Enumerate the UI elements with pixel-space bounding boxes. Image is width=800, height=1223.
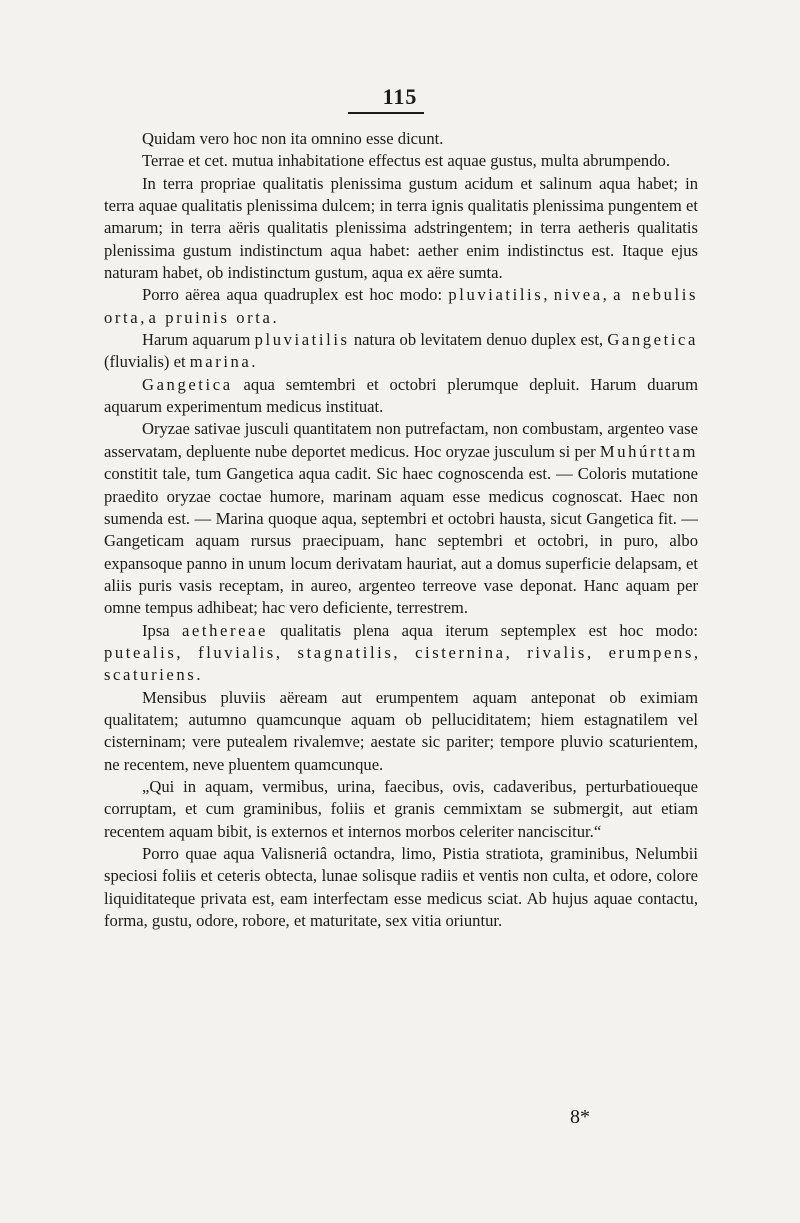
text-run: , [176, 642, 199, 662]
emphasized-term: aethereae [181, 620, 268, 640]
text-run: constitit tale, tum Gangetica aqua cadit. Sic haec cognoscenda est. — Coloris mutatione praedito oryzae coctae humore, marinam aquam esse medicus cognoscat. Haec non sumenda est. — Marina quoque aqua, septembri et octobri hausta, sicut Gangetica fit. — Gangeticam aquam rursus praecipuam, hanc septembri et octobri, in puro, albo expansoque panno in unum locum derivatam hauriat, aut a domus superficie delapsam, et aliis puris vasis receptam, in aureo, argenteo terreove vase deponat. Hanc aquam per omne tempus adhibeat; hac vero deficiente, terrestrem. [104, 464, 698, 618]
paragraph [104, 374, 698, 419]
text-run: Harum aquarum [142, 330, 255, 350]
text-run: Porro quae aqua Valisneriâ octandra, limo, Pistia stratiota, graminibus, Nelumbii speciosi foliis et ceteris obtecta, lunae solisque radiis et ventis non culta, et odore, colore liquiditateque privata est, eam interfectam esse medicus sciat. Ab hujus aquae contactu, forma, gustu, odore, robore, et maturitate, sex vitia oriuntur. [104, 844, 698, 931]
header-rule [348, 112, 424, 114]
text-run: „Qui in aquam, vermibus, urina, faecibus, ovis, cadaveribus, perturbatioueque corruptam, et cum graminibus, foliis et granis cemmixtam se submergit, aut etiam recentem aquam bibit, is externos et internos morbos celeriter nanciscitur.“ [104, 776, 698, 841]
paragraph [104, 329, 698, 374]
emphasized-term: putealis [104, 642, 177, 662]
text-run: . [251, 352, 256, 372]
emphasized-term: cisternina [415, 642, 506, 662]
text-run: , [140, 307, 149, 327]
text-run: , [586, 642, 609, 662]
emphasized-term: stagnatilis [297, 642, 394, 662]
emphasized-term: fluvialis [198, 642, 276, 662]
text-run: aqua semtembri et octobri plerumque depluit. Harum duarum aquarum experimentum medicus instituat. [104, 374, 698, 417]
text-run: , [393, 642, 416, 662]
emphasized-term: marina [189, 352, 252, 372]
paragraph [104, 843, 698, 932]
emphasized-term: erumpens [608, 642, 694, 662]
text-run: , [602, 285, 614, 305]
text-run: In terra propriae qualitatis plenissima gustum acidum et salinum aqua habet; in terra aquae qualitatis plenissima dulcem; in terra ignis qualitatis plenissima pungentem et amarum; in terra aëris qualitatis plenissima adstringentem; in terra aetheris qualitatis plenissima gustum indistinctum aqua habet: aether enim indistinctus est. Itaque ejus naturam habet, ob indistinctum gustum, aqua ex aëre sumta. [104, 173, 698, 283]
body-text [104, 128, 698, 932]
text-run: Porro aërea aqua quadruplex est hoc modo: [142, 285, 449, 305]
emphasized-term: nivea [553, 285, 603, 305]
emphasized-term: a pruinis orta [148, 307, 273, 327]
emphasized-term: rivalis [527, 642, 587, 662]
paragraph [104, 418, 698, 619]
emphasized-term: a nebulis orta [104, 285, 699, 327]
text-run: Oryzae sativae jusculi quantitatem non putrefactam, non combustam, argenteo vase asservatam, depluente nube deportet medicus. Hoc oryzae jusculum si per [104, 419, 698, 461]
text-run: Quidam vero hoc non ita omnino esse dicunt. [142, 129, 444, 148]
text-run: . [196, 665, 201, 685]
emphasized-term: pluviatilis [254, 330, 350, 350]
text-run: natura ob levitatem denuo duplex est, [349, 330, 608, 350]
emphasized-term: pluviatilis [448, 285, 544, 305]
paragraph [104, 150, 698, 172]
paragraph [104, 284, 698, 329]
text-run: , [275, 642, 298, 662]
emphasized-term: scaturiens [104, 665, 197, 685]
paragraph [104, 620, 698, 687]
text-run: , [693, 642, 699, 662]
text-run: qualitatis plena aqua iterum septemplex est hoc modo: [267, 620, 699, 640]
paragraph [104, 173, 698, 285]
signature-mark: 8* [570, 1106, 590, 1128]
text-run: . [272, 307, 277, 327]
text-run: Mensibus pluviis aëream aut erumpentem aquam anteponat ob eximiam qualitatem; autumno quamcunque aquam ob pelluciditatem; hiem estagnatilem vel cisterninam; vere putealem rivalemve; aestate sic pariter; tempore pluvio scaturientem, ne recentem, neve pluentem quamcunque. [104, 687, 698, 774]
text-run: Ipsa [142, 620, 182, 640]
text-run: , [543, 285, 554, 305]
emphasized-term: Muhúrttam [599, 441, 698, 461]
emphasized-term: Gangetica [607, 330, 698, 350]
paragraph [104, 128, 698, 150]
text-run: , [505, 642, 528, 662]
emphasized-term: Gangetica [142, 374, 233, 394]
paragraph [104, 687, 698, 776]
text-run: Terrae et cet. mutua inhabitatione effectus est aquae gustus, multa abrumpendo. [142, 151, 670, 171]
text-run: (fluvialis) et [104, 352, 190, 372]
page-number: 115 [382, 84, 418, 109]
paragraph [104, 776, 698, 843]
